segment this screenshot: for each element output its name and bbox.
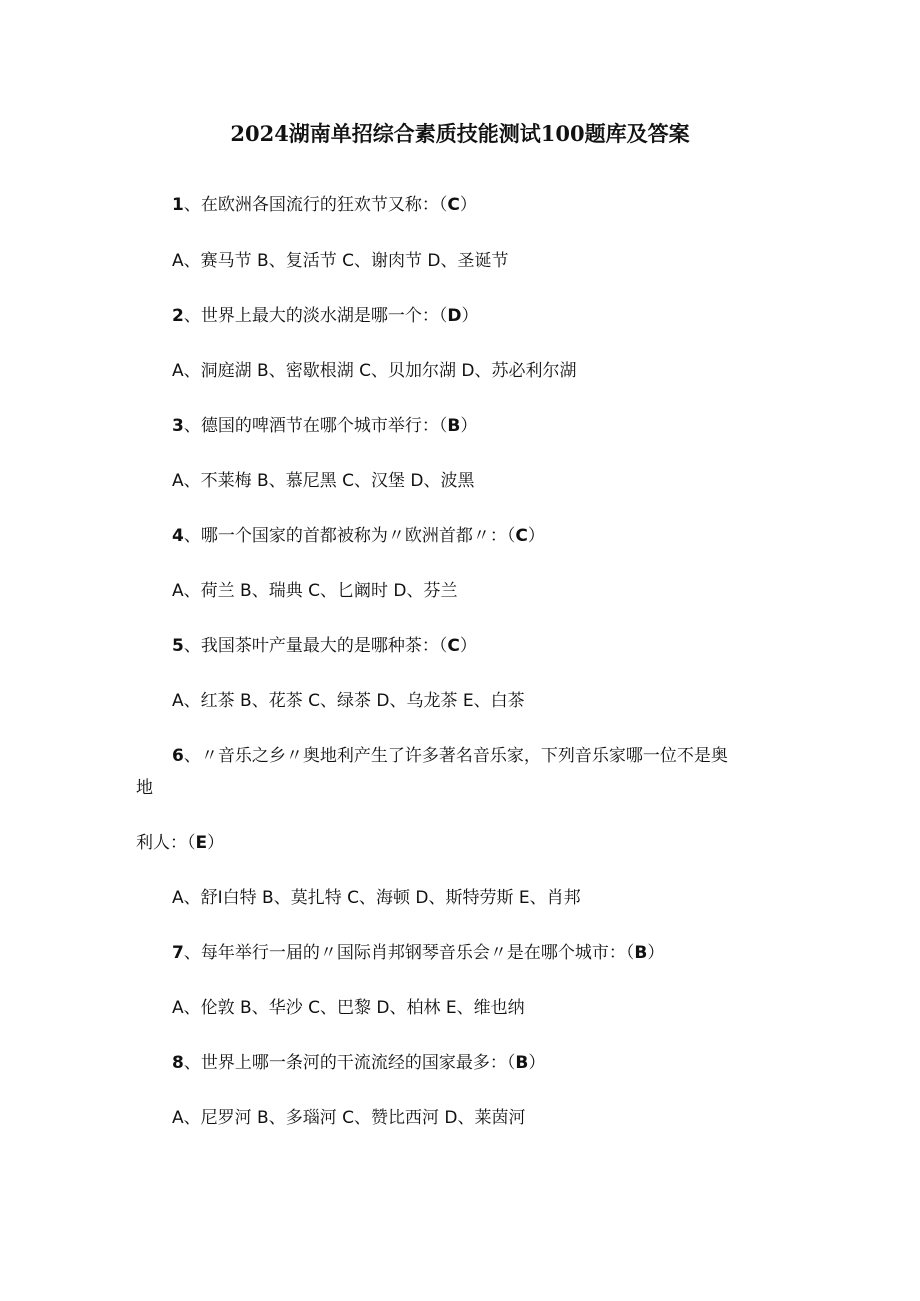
question-answer: B [634, 943, 648, 963]
question-answer: B [515, 1053, 529, 1073]
question-answer: B [447, 416, 461, 436]
question-4: 4、哪一个国家的首都被称为〃欧洲首都〃：（C） [172, 526, 545, 546]
question-answer: C [515, 526, 528, 546]
question-text: 、哪一个国家的首都被称为〃欧洲首都〃：（ [183, 526, 516, 546]
question-7-options: A、伦敦 B、华沙 C、巴黎 D、柏林 E、维也纳 [172, 998, 525, 1018]
question-3: 3、德国的啤酒节在哪个城市举行：（B） [172, 416, 478, 436]
question-6-wrap-line: 地 [136, 778, 153, 798]
question-number: 5 [172, 636, 184, 656]
question-text: 、世界上最大的淡水湖是哪一个：（ [183, 306, 448, 326]
question-1-options: A、赛马节 B、复活节 C、谢肉节 D、圣诞节 [172, 251, 509, 271]
question-number: 3 [172, 416, 184, 436]
question-6-continuation: 利人：（E） [136, 833, 225, 853]
question-number: 4 [172, 526, 184, 546]
question-text: 、每年举行一届的〃国际肖邦钢琴音乐会〃是在哪个城市：（ [183, 943, 635, 963]
question-number: 6 [172, 746, 184, 766]
question-answer: D [447, 306, 462, 326]
question-text: 、〃音乐之乡〃奥地利产生了许多著名音乐家，下列音乐家哪一位不是奥 [183, 746, 728, 766]
question-5-options: A、红茶 B、花茶 C、绿茶 D、乌龙茶 E、白茶 [172, 691, 525, 711]
question-5: 5、我国茶叶产量最大的是哪种茶：（C） [172, 636, 477, 656]
question-text: 、世界上哪一条河的干流流经的国家最多：（ [183, 1053, 516, 1073]
question-number: 8 [172, 1053, 184, 1073]
question-text: 利人：（ [136, 833, 196, 853]
question-text: 、我国茶叶产量最大的是哪种茶：（ [183, 636, 448, 656]
question-text: 、在欧洲各国流行的狂欢节又称：（ [183, 195, 448, 215]
question-6 [172, 741, 728, 766]
question-6-options: A、舒I白特 B、莫扎特 C、海顿 D、斯特劳斯 E、肖邦 [172, 888, 581, 908]
question-answer: E [195, 833, 208, 853]
question-number: 2 [172, 306, 184, 326]
question-4-options: A、荷兰 B、瑞典 C、匕阚时 D、芬兰 [172, 581, 458, 601]
question-answer: C [447, 636, 460, 656]
page-title: 2024湖南单招综合素质技能测试100题库及答案 [230, 121, 690, 146]
question-1: 1、在欧洲各国流行的狂欢节又称：（C） [172, 195, 477, 215]
question-number: 1 [172, 195, 184, 215]
question-number: 7 [172, 943, 184, 963]
question-text: 、德国的啤酒节在哪个城市举行：（ [183, 416, 448, 436]
question-7: 7、每年举行一届的〃国际肖邦钢琴音乐会〃是在哪个城市：（B） [172, 943, 665, 963]
question-3-options: A、不莱梅 B、慕尼黑 C、汉堡 D、波黑 [172, 471, 475, 491]
question-8: 8、世界上哪一条河的干流流经的国家最多：（B） [172, 1053, 546, 1073]
question-answer: C [447, 195, 460, 215]
question-2-options: A、洞庭湖 B、密歇根湖 C、贝加尔湖 D、苏必利尔湖 [172, 361, 577, 381]
question-8-options: A、尼罗河 B、多瑙河 C、赞比西河 D、莱茵河 [172, 1108, 526, 1128]
question-2: 2、世界上最大的淡水湖是哪一个：（D） [172, 306, 479, 326]
